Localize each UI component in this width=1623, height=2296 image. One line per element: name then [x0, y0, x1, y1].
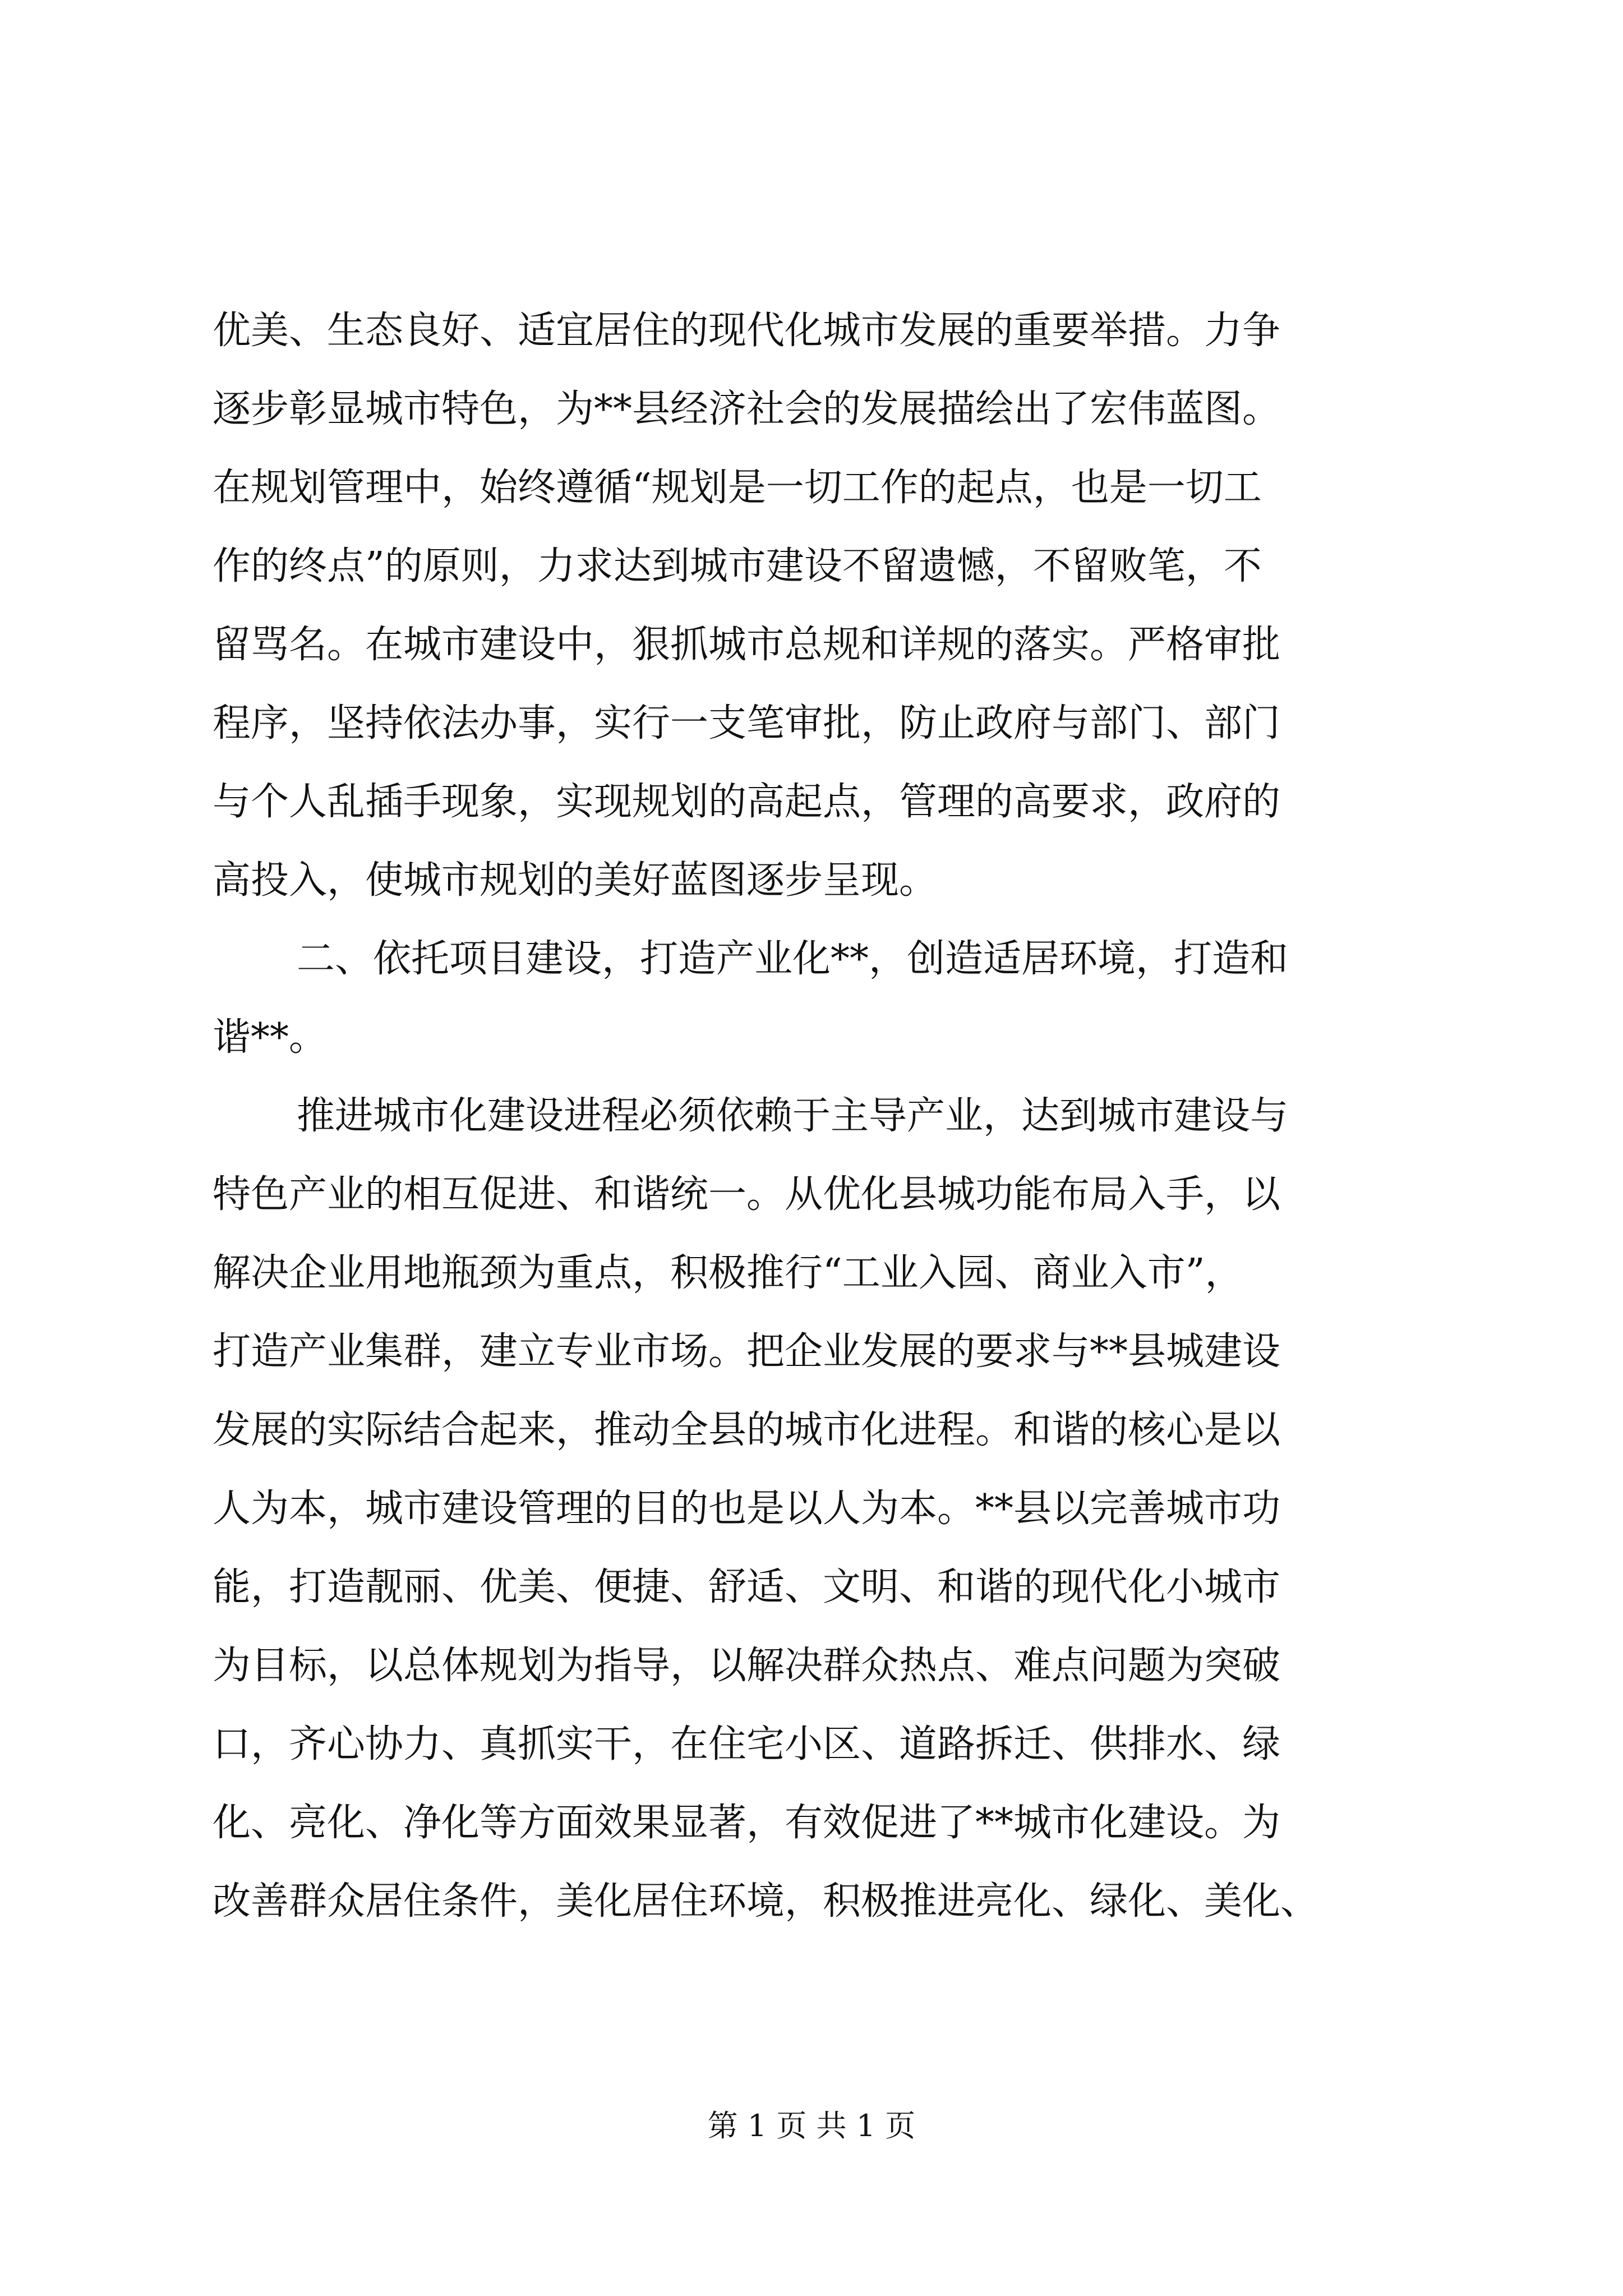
text-line: 化、亮化、净化等方面效果显著，有效促进了**城市化建设。为	[213, 1801, 1281, 1845]
text-line: 在规划管理中，始终遵循“规划是一切工作的起点，也是一切工	[213, 466, 1262, 510]
page-footer: 第 1 页 共 1 页	[707, 2108, 916, 2143]
text-line: 能，打造靓丽、优美、便捷、舒适、文明、和谐的现代化小城市	[213, 1565, 1281, 1609]
text-line: 特色产业的相互促进、和谐统一。从优化县城功能布局入手，以	[213, 1172, 1281, 1217]
text-line: 逐步彰显城市特色，为**县经济社会的发展描绘出了宏伟蓝图。	[213, 387, 1281, 431]
text-line: 人为本，城市建设管理的目的也是以人为本。**县以完善城市功	[213, 1487, 1281, 1531]
section-heading-line: 二、依托项目建设，打造产业化**，创造适居环境，打造和	[297, 937, 1289, 981]
text-line: 留骂名。在城市建设中，狠抓城市总规和详规的落实。严格审批	[213, 623, 1281, 667]
text-line: 解决企业用地瓶颈为重点，积极推行“工业入园、商业入市”，	[213, 1251, 1243, 1295]
text-line: 优美、生态良好、适宜居住的现代化城市发展的重要举措。力争	[213, 309, 1281, 353]
text-line: 高投入，使城市规划的美好蓝图逐步呈现。	[213, 858, 938, 903]
text-line: 推进城市化建设进程必须依赖于主导产业，达到城市建设与	[297, 1094, 1289, 1138]
text-line: 与个人乱插手现象，实现规划的高起点，管理的高要求，政府的	[213, 780, 1281, 824]
text-line: 口，齐心协力、真抓实干，在住宅小区、道路拆迁、供排水、绿	[213, 1722, 1281, 1766]
text-line: 为目标，以总体规划为指导，以解决群众热点、难点问题为突破	[213, 1644, 1281, 1688]
text-line: 发展的实际结合起来，推动全县的城市化进程。和谐的核心是以	[213, 1408, 1281, 1452]
text-line: 改善群众居住条件，美化居住环境，积极推进亮化、绿化、美化、	[213, 1879, 1319, 1924]
text-line: 打造产业集群，建立专业市场。把企业发展的要求与**县城建设	[213, 1329, 1281, 1374]
document-body	[213, 292, 1418, 1941]
section-heading-line: 谐**。	[213, 1015, 328, 1060]
text-line: 程序，坚持依法办事，实行一支笔审批，防止政府与部门、部门	[213, 701, 1281, 746]
text-line: 作的终点”的原则，力求达到城市建设不留遗憾，不留败笔，不	[213, 544, 1262, 588]
